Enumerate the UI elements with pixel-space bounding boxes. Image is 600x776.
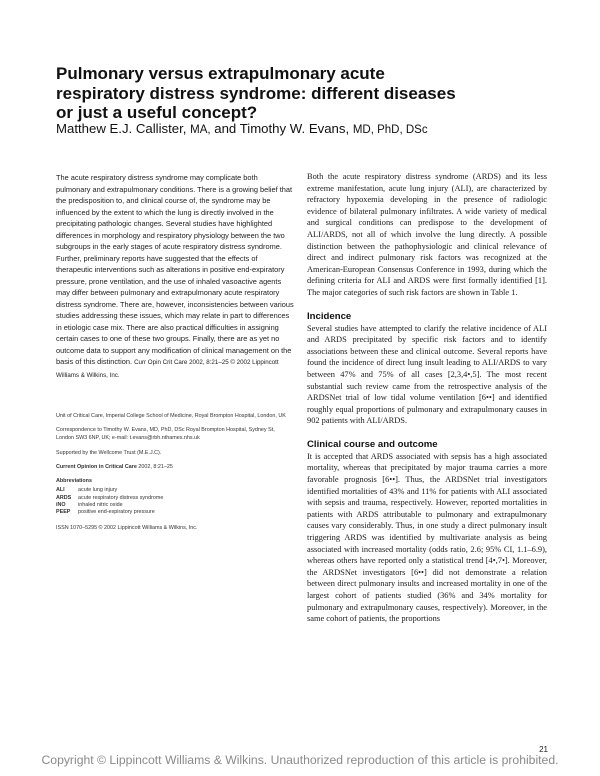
right-column: [307, 171, 547, 625]
abbreviation-row: [56, 502, 163, 509]
affiliation-unit: Unit of Critical Care, Imperial College School of Medicine, Royal Brompton Hospital, London, UK: [56, 413, 286, 419]
incidence-paragraph: Several studies have attempted to clarify the relative incidence of ALI and ARDS precipitated by specific risk factors and to identify associations between these and clinical outcome. Several reports have found the incidence of direct lung insult leading to ALI/ARDS to vary between 47% and 75% of all cases [2,3,4•,5]. The most recent substantial such review came from the retrospective analysis of the ARDSNet trial of low tidal volume ventilation [6••] and identified roughly equal proportions of pulmonary and extrapulmonary causes in 902 patients with ALI/ARDS.: [307, 323, 547, 426]
clinical-course-heading: Clinical course and outcome: [307, 438, 438, 450]
incidence-heading: Incidence: [307, 310, 352, 322]
author-2-name: Timothy W. Evans,: [239, 121, 350, 136]
abbreviation-value: acute respiratory distress syndrome: [78, 494, 164, 501]
abbreviations-heading-text: Abbreviations: [56, 478, 92, 485]
journal-name: Current Opinion in Critical Care: [56, 463, 137, 470]
correspondence: Correspondence to Timothy W. Evans, MD, PhD, DSc Royal Brompton Hospital, Sydney St, London SW3 6NP, UK; e-mail: t.evans@rbh.nthames.nhs.uk: [56, 427, 275, 442]
journal-volume: 2002, 8:21–25: [138, 463, 173, 470]
abbreviations-heading: [56, 477, 294, 485]
author-2-degrees: MD, PhD, DSc: [352, 124, 428, 136]
article-title: Pulmonary versus extrapulmonary acute respiratory distress syndrome: different diseases or just a useful concept?: [56, 64, 456, 122]
abbreviation-key: ARDS: [56, 494, 72, 501]
abbreviation-value: positive end-expiratory pressure: [78, 509, 155, 516]
journal-reference: [56, 463, 294, 471]
intro-paragraph: Both the acute respiratory distress syndrome (ARDS) and its less extreme manifestation, acute lung injury (ALI), are characterized by refractory hypoxemia developing in the presence of radiologic evidence of bilateral pulmonary infiltrates. A wide variety of medical and surgical conditions can predispose to the development of ALI/ARDS, not all of which involve the lung directly. A possible distinction between the pathophysiologic and clinical relevance of direct and indirect pulmonary risk factors was recognized at the American-European Consensus Conference in 1993, during which the defining criteria for ALI and ARDS were first formally identified [1]. The major categories of such risk factors are shown in Table 1.: [307, 172, 547, 297]
abstract-citation: Curr Opin Crit Care 2002, 8:21–25 © 2002 Lippincott Williams & Wilkins, Inc.: [56, 359, 279, 379]
funding-support: Supported by the Wellcome Trust (M.E.J.C).: [56, 449, 162, 456]
page-number: 21: [539, 745, 548, 754]
author-line: [56, 121, 536, 136]
abbreviations-table: [56, 487, 163, 517]
copyright-notice: Copyright © Lippincott Williams & Wilkins. Unauthorized reproduction of this article is prohibited.: [41, 753, 559, 767]
author-1-degrees: MA,: [190, 124, 211, 136]
clinical-course-paragraph: It is accepted that ARDS associated with sepsis has a high associated mortality, whereas that precipitated by major trauma carries a more favorable prognosis [6••]. Thus, the ARDSNet trial investigators identified mortalities of 43% and 11% for patients with ALI associated with sepsis and trauma, respectively. However, reported mortalities in patients with ARDS attributable to pulmonary and extrapulmonary causes vary considerably. Thus, in one study a direct pulmonary insult triggering ARDS was identified by multivariate analysis as being associated with increased mortality (odds ratio, 2.6; 95% CI, 1.1–6.9), whereas others have reported only a statistical trend [4•,7•]. Moreover, the ARDSNet investigators [6••] did not demonstrate a relation between direct pulmonary insults and increased mortality in one of the largest cohort of patients studied (36% and 34% mortality for pulmonary and extrapulmonary causes, respectively). Moreover, in the same cohort of patients, the proportions: [307, 451, 547, 624]
issn-line: ISSN 1070–5295 © 2002 Lippincott Williams & Wilkins, Inc.: [56, 524, 198, 531]
abbreviation-key: PEEP: [56, 509, 71, 516]
abbreviation-row: [56, 509, 163, 516]
abbreviation-value: acute lung injury: [78, 487, 118, 494]
abstract: [56, 172, 294, 381]
abstract-text: The acute respiratory distress syndrome may complicate both pulmonary and extrapulmonary conditions. There is a growing belief that the predisposition to, and clinical course of, the syndrome may be influenced by the extent to which the lung is directly involved in the precipitating pathologic changes. Several studies have highlighted differences in morphology and respiratory physiology between the two subgroups in the early stages of acute respiratory distress syndrome. Further, preliminary reports have suggested that the effects of therapeutic interventions such as alterations in positive end-expiratory pressure, prone ventilation, and the use of inhaled vasoactive agents may differ between pulmonary and extrapulmonary acute respiratory distress syndrome. There are, however, inconsistencies between various studies addressing these issues, which may relate in part to differences in etiologic case mix. There are also practical difficulties in assigning certain cases to one of these two groups. Finally, there are as yet no outcome data to support any modification of clinical management on the basis of this distinction.: [56, 173, 294, 366]
abbreviation-row: [56, 487, 163, 494]
abbreviation-key: iNO: [56, 502, 66, 509]
abbreviation-row: [56, 495, 163, 502]
author-1-name: Matthew E.J. Callister,: [56, 121, 187, 136]
abbreviation-key: ALI: [56, 487, 65, 494]
left-column: [56, 172, 294, 532]
abbreviation-value: inhaled nitric oxide: [78, 502, 123, 509]
author-conjunction: and: [214, 121, 237, 136]
